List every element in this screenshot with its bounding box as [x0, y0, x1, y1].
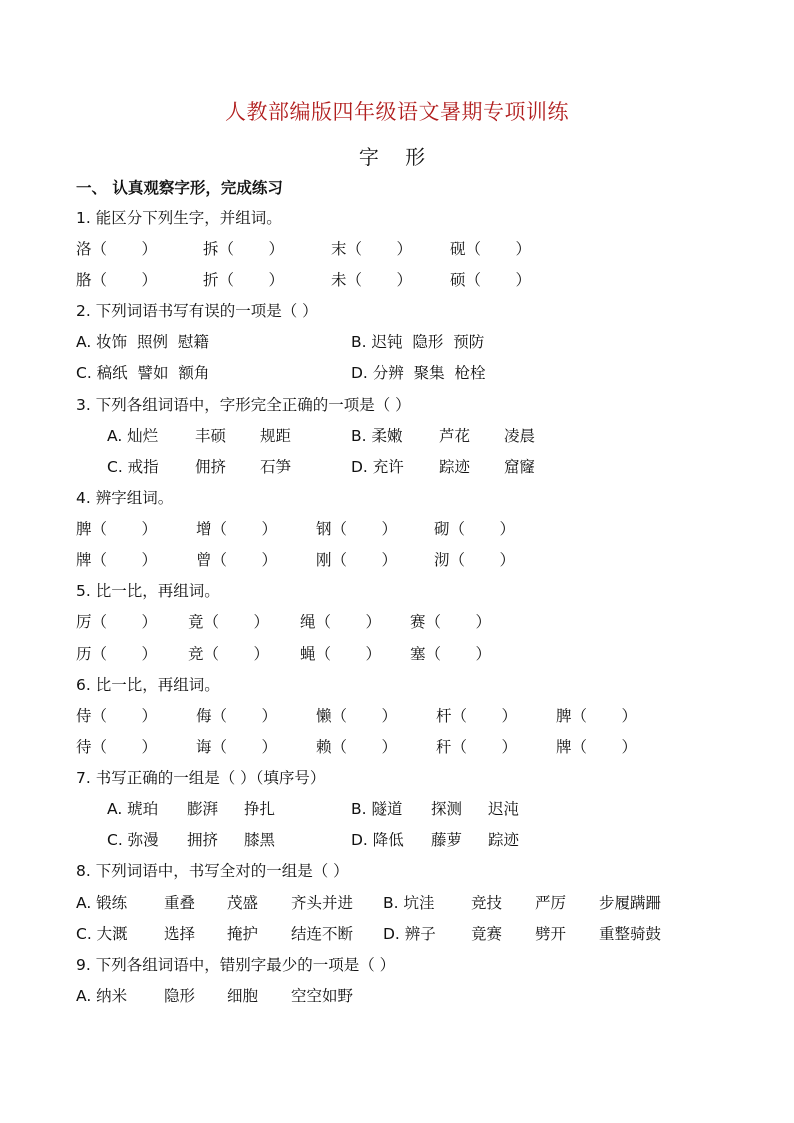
option-word: 窟窿 [504, 458, 536, 476]
option-a: A. 琥珀 [107, 800, 159, 818]
word-blank: 折（ ） [203, 271, 284, 289]
question-7-options-ab [107, 797, 787, 821]
word-blank: 诲（ ） [196, 738, 277, 756]
word-blank: 赛（ ） [410, 613, 491, 631]
word-blank: 塞（ ） [410, 645, 491, 663]
option-word: 空空如野 [291, 987, 354, 1005]
option-word: 踪迹 [488, 831, 520, 849]
word-blank: 侮（ ） [196, 707, 277, 725]
option-word: 竞技 [471, 894, 503, 912]
option-word: 掩护 [227, 925, 259, 943]
question-2-options-cd [76, 361, 756, 385]
question-5-text: 5. 比一比，再组词。 [76, 582, 220, 600]
option-c: C. 稿纸 譬如 额角 [76, 364, 210, 382]
question-4-row-1 [76, 517, 756, 541]
word-blank: 侍（ ） [76, 707, 157, 725]
question-6-row-2 [76, 735, 756, 759]
question-2-text: 2. 下列词语书写有误的一项是（ ） [76, 302, 318, 320]
question-4-text: 4. 辨字组词。 [76, 489, 174, 507]
word-blank: 懒（ ） [316, 707, 397, 725]
option-a: A. 锻练 [76, 894, 128, 912]
option-word: 齐头并进 [291, 894, 354, 912]
question-5-row-2 [76, 642, 756, 666]
word-blank: 厉（ ） [76, 613, 157, 631]
word-blank: 历（ ） [76, 645, 157, 663]
option-word: 挣扎 [244, 800, 276, 818]
word-blank: 洛（ ） [76, 240, 157, 258]
question-1-text: 1. 能区分下列生字，并组词。 [76, 209, 282, 227]
word-blank: 脾（ ） [556, 707, 637, 725]
option-b: B. 坑洼 [383, 894, 435, 912]
option-b: B. 隧道 [351, 800, 403, 818]
option-b: B. 柔嫩 [351, 427, 403, 445]
word-blank: 牌（ ） [556, 738, 637, 756]
word-blank: 竞（ ） [188, 645, 269, 663]
word-blank: 杆（ ） [436, 707, 517, 725]
word-blank: 末（ ） [331, 240, 412, 258]
option-d: D. 分辨 聚集 枪栓 [351, 364, 486, 382]
question-4-row-2 [76, 548, 756, 572]
word-blank: 待（ ） [76, 738, 157, 756]
question-8-options-ab [76, 891, 756, 915]
option-word: 结连不断 [291, 925, 354, 943]
word-blank: 胳（ ） [76, 271, 157, 289]
option-a: A. 纳米 [76, 987, 128, 1005]
option-c: C. 戒指 [107, 458, 159, 476]
word-blank: 竟（ ） [188, 613, 269, 631]
option-word: 茂盛 [227, 894, 259, 912]
page-title: 人教部编版四年级语文暑期专项训练 [225, 100, 569, 124]
option-word: 选择 [164, 925, 196, 943]
option-word: 拥挤 [187, 831, 219, 849]
option-word: 隐形 [164, 987, 196, 1005]
word-blank: 砌（ ） [434, 520, 515, 538]
option-word: 石笋 [260, 458, 292, 476]
word-blank: 刚（ ） [316, 551, 397, 569]
question-5-row-1 [76, 610, 756, 634]
option-word: 重叠 [164, 894, 196, 912]
question-9-text: 9. 下列各组词语中，错别字最少的一项是（ ） [76, 956, 396, 974]
option-word: 探测 [431, 800, 463, 818]
question-7-options-cd [107, 828, 787, 852]
option-word: 膨湃 [187, 800, 219, 818]
option-a: A. 妆饰 照例 慰籍 [76, 333, 209, 351]
question-1-row-1 [76, 237, 756, 261]
option-c: C. 弥漫 [107, 831, 159, 849]
option-word: 劈开 [535, 925, 567, 943]
word-blank: 拆（ ） [203, 240, 284, 258]
option-word: 重整骑鼓 [599, 925, 662, 943]
word-blank: 钢（ ） [316, 520, 397, 538]
page-subtitle: 字 形 [358, 145, 436, 169]
option-c: C. 大溉 [76, 925, 128, 943]
option-word: 芦花 [439, 427, 471, 445]
question-8-options-cd [76, 922, 756, 946]
word-blank: 蝇（ ） [300, 645, 381, 663]
word-blank: 赖（ ） [316, 738, 397, 756]
question-8-text: 8. 下列词语中，书写全对的一组是（ ） [76, 862, 349, 880]
option-d: D. 充许 [351, 458, 404, 476]
question-9-option-a [76, 984, 756, 1008]
question-6-row-1 [76, 704, 756, 728]
word-blank: 未（ ） [331, 271, 412, 289]
option-word: 竟赛 [471, 925, 503, 943]
option-word: 规距 [260, 427, 292, 445]
word-blank: 沏（ ） [434, 551, 515, 569]
option-word: 藤萝 [431, 831, 463, 849]
option-word: 佣挤 [195, 458, 227, 476]
question-6-text: 6. 比一比，再组词。 [76, 676, 220, 694]
option-word: 细胞 [227, 987, 259, 1005]
question-2-options-ab [76, 330, 756, 354]
question-1-row-2 [76, 268, 756, 292]
question-7-text: 7. 书写正确的一组是（ ）（填序号） [76, 769, 326, 787]
option-word: 膝黑 [244, 831, 276, 849]
option-a: A. 灿烂 [107, 427, 159, 445]
word-blank: 硕（ ） [450, 271, 531, 289]
option-word: 步履蹒跚 [599, 894, 662, 912]
option-b: B. 迟钝 隐形 预防 [351, 333, 485, 351]
word-blank: 秆（ ） [436, 738, 517, 756]
option-d: D. 辨子 [383, 925, 436, 943]
word-blank: 曾（ ） [196, 551, 277, 569]
section-heading: 一、 认真观察字形，完成练习 [76, 179, 283, 197]
question-3-options-cd [107, 455, 787, 479]
question-3-text: 3. 下列各组词语中，字形完全正确的一项是（ ） [76, 396, 411, 414]
option-word: 迟沌 [488, 800, 520, 818]
word-blank: 脾（ ） [76, 520, 157, 538]
word-blank: 增（ ） [196, 520, 277, 538]
option-word: 丰硕 [195, 427, 227, 445]
option-word: 踪迹 [439, 458, 471, 476]
option-d: D. 降低 [351, 831, 404, 849]
word-blank: 绳（ ） [300, 613, 381, 631]
word-blank: 砚（ ） [450, 240, 531, 258]
option-word: 严厉 [535, 894, 567, 912]
word-blank: 牌（ ） [76, 551, 157, 569]
question-3-options-ab [107, 424, 787, 448]
option-word: 凌晨 [504, 427, 536, 445]
